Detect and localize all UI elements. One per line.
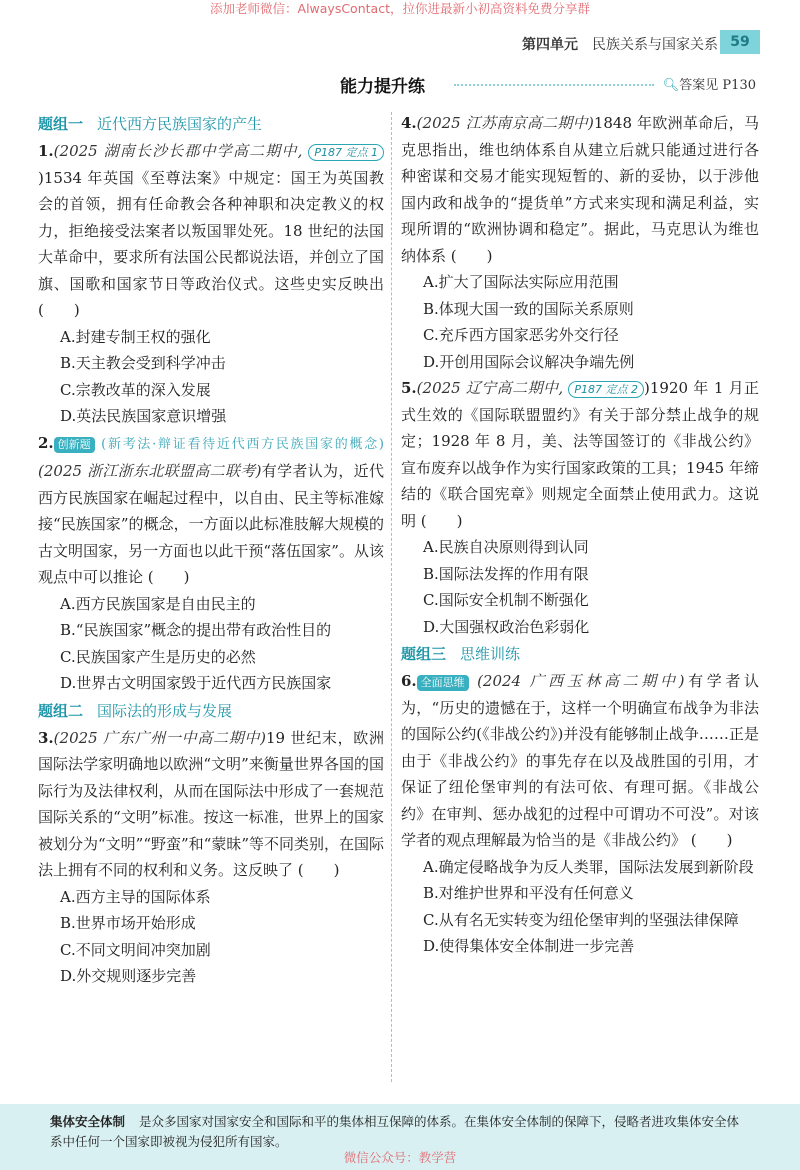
question-source: (2025 浙江浙东北联盟高二联考) xyxy=(38,462,262,480)
group-name: 近代西方民族国家的产生 xyxy=(97,115,263,133)
header-unit-topic xyxy=(522,34,718,54)
page-header xyxy=(0,30,800,56)
title-dotted-rule xyxy=(454,84,654,86)
reference-tag: P187 定点 1 xyxy=(308,144,384,161)
answer-blank[interactable]: ( ) xyxy=(147,568,190,586)
option-c[interactable]: C.国际安全机制不断强化 xyxy=(423,591,589,609)
innovation-tag: 创新题 xyxy=(54,437,95,453)
option-b[interactable]: B.“民族国家”概念的提出带有政治性目的 xyxy=(60,621,332,639)
question-text: 有学者认为，近代西方民族国家在崛起过程中，以自由、民主等标准嫁接“民族国家”的概念，一方面以此标准肢解大规模的古文明国家，另一方面也以此干预“落伍国家”。从该观点中可以推论 xyxy=(38,462,384,586)
answer-blank[interactable]: ( ) xyxy=(297,861,340,879)
footer-definition xyxy=(50,1112,750,1152)
question-number: 5. xyxy=(401,379,417,397)
question-text: 1848 年欧洲革命后，马克思指出，维也纳体系自从建立后就只能通过进行各种密谋和交易才能实现短暂的、新的妥协，以于涉他国内政和战争的“提货单”方式来实现和满足利益，实现所谓的“欧洲协调和稳定”。据此，马克思认为维也纳体系 xyxy=(401,114,759,265)
question-stem xyxy=(38,430,384,591)
right-column xyxy=(401,110,759,960)
question-source: (2025 江苏南京高二期中) xyxy=(416,114,594,132)
group-label: 题组三 xyxy=(401,645,447,663)
option-a[interactable]: A.西方民族国家是自由民主的 xyxy=(60,594,256,613)
option-a[interactable]: A.确定侵略战争为反人类罪，国际法发展到新阶段 xyxy=(423,857,754,876)
footer-term: 集体安全体制 xyxy=(50,1114,126,1129)
question-5 xyxy=(401,375,759,640)
option-c[interactable]: C.充斥西方国家恶劣外交行径 xyxy=(423,326,619,344)
question-number: 4. xyxy=(401,114,417,132)
answer-blank[interactable]: ( ) xyxy=(38,301,80,319)
option-d[interactable]: D.世界古文明国家毁于近代西方民族国家 xyxy=(60,674,332,692)
question-source: (2025 广东广州一中高二期中) xyxy=(53,728,266,747)
question-stem xyxy=(38,725,384,884)
promo-note: 添加老师微信：AlwaysContact，拉你进最新小初高资料免费分享群 xyxy=(210,1,590,16)
option-b[interactable]: B.对维护世界和平没有任何意义 xyxy=(423,884,634,902)
question-number: 1. xyxy=(38,142,54,160)
option-a[interactable]: A.西方主导的国际体系 xyxy=(60,887,211,906)
thinking-tag: 全面思维 xyxy=(417,675,469,691)
section-titlebar xyxy=(0,72,800,96)
question-4 xyxy=(401,110,759,375)
question-stem xyxy=(401,375,759,534)
answer-blank[interactable]: ( ) xyxy=(450,246,493,265)
question-text: 有学者认为，“历史的遗憾在于，这样一个明确宣布战争为非法的国际公约(《非战公约》)并没有能够制止战争……正是由于《非战公约》的事先存在以及战胜国的引用，才保证了纽伦堡审判的有法可依、有理可据。《非战公约》在审判、惩办战犯的过程中可谓功不可没”。对该学者的观点理解最为恰当的是《非战公约》 xyxy=(401,672,759,849)
wechat-account: 微信公众号：教学营 xyxy=(343,1150,457,1165)
option-a[interactable]: A.扩大了国际法实际应用范围 xyxy=(423,273,619,291)
question-stem xyxy=(38,138,384,324)
question-6 xyxy=(401,668,759,960)
question-text: 19 世纪末，欧洲国际法学家明确地以欧洲“文明”来衡量世界各国的国际行为及法律权利，从而在国际法中形成了一套规范国际关系的“文明”标准。按这一标准，世界上的国家被划分为“文明”“野蛮”和“蒙昧”等不同类别，在国际法上拥有不同的权利和义务。这反映了 xyxy=(38,728,385,879)
option-c[interactable]: C.民族国家产生是历史的必然 xyxy=(60,647,256,666)
option-b[interactable]: B.体现大国一致的国际关系原则 xyxy=(423,299,634,318)
group-label: 题组一 xyxy=(38,115,84,133)
option-d[interactable]: D.开创用国际会议解决争端先例 xyxy=(423,352,635,371)
question-3 xyxy=(38,725,384,990)
question-text: )1920 年 1 月正式生效的《国际联盟盟约》有关于部分禁止战争的规定；1928 年 8 月，美、法等国签订的《非战公约》宣布废弃以战争作为实行国家政策的工具；1945 年缔结的《联合国宪章》则规定全面禁止使用武力。这说明 xyxy=(401,379,759,530)
option-d[interactable]: D.外交规则逐步完善 xyxy=(60,967,197,985)
question-stem xyxy=(401,668,759,854)
column-divider xyxy=(391,112,392,1082)
header-topic: 民族关系与国家关系 xyxy=(592,37,718,53)
option-d[interactable]: D.使得集体安全体制进一步完善 xyxy=(423,937,635,955)
option-c[interactable]: C.宗教改革的深入发展 xyxy=(60,380,211,399)
group-heading-3 xyxy=(401,640,759,668)
group-heading-1 xyxy=(38,110,384,138)
question-source: (2025 辽宁高二期中, xyxy=(416,379,564,397)
option-a[interactable]: A.民族自决原则得到认同 xyxy=(423,538,589,556)
answer-ref-text: 答案见 P130 xyxy=(679,78,756,93)
exam-method-note: (新考法·辩证看待近代西方民族国家的概念) xyxy=(101,436,384,452)
question-number: 6. xyxy=(401,672,417,690)
option-b[interactable]: B.国际法发挥的作用有限 xyxy=(423,564,589,583)
footer-note xyxy=(0,1104,800,1170)
group-label: 题组二 xyxy=(38,701,84,720)
header-unit: 第四单元 xyxy=(522,37,578,53)
answer-blank[interactable]: ( ) xyxy=(690,831,733,849)
question-number: 2. xyxy=(38,433,54,452)
section-title: 能力提升练 xyxy=(340,77,425,97)
group-heading-2 xyxy=(38,697,384,725)
question-number: 3. xyxy=(38,728,54,747)
magnifier-icon: 🔍︎ xyxy=(662,78,680,93)
question-source: (2025 湖南长沙长郡中学高二期中, xyxy=(53,142,303,160)
option-b[interactable]: B.天主教会受到科学冲击 xyxy=(60,354,226,372)
option-a[interactable]: A.封建专制王权的强化 xyxy=(60,327,211,346)
question-stem xyxy=(401,110,759,269)
option-d[interactable]: D.英法民族国家意识增强 xyxy=(60,407,227,425)
question-text: )1534 年英国《至尊法案》中规定：国王为英国教会的首领，拥有任命教会各种神职和决定教义的权力，拒绝接受法案者以叛国罪处死。18 世纪的法国大革命中，要求所有法国公民都说法语，并创立了国旗、国歌和国家节日等政治仪式。这些史实反映出 xyxy=(38,168,384,293)
group-name: 思维训练 xyxy=(460,645,521,663)
left-column xyxy=(38,110,384,990)
option-d[interactable]: D.大国强权政治色彩弱化 xyxy=(423,617,590,636)
question-1 xyxy=(38,138,384,430)
question-2 xyxy=(38,430,384,697)
reference-tag: P187 定点 2 xyxy=(568,381,644,398)
option-c[interactable]: C.从有名无实转变为纽伦堡审判的坚强法律保障 xyxy=(423,910,739,929)
page-number: 59 xyxy=(720,30,760,54)
group-name: 国际法的形成与发展 xyxy=(97,701,233,720)
answer-reference xyxy=(663,74,756,93)
answer-blank[interactable]: ( ) xyxy=(420,511,463,530)
option-c[interactable]: C.不同文明间冲突加剧 xyxy=(60,940,211,959)
option-b[interactable]: B.世界市场开始形成 xyxy=(60,914,196,932)
question-source: (2024 广西玉林高二期中) xyxy=(477,672,685,690)
footer-text: 是众多国家对国家安全和国际和平的集体相互保障的体系。在集体安全体制的保障下，侵略者进攻集体安全体系中任何一个国家即被视为侵犯所有国家。 xyxy=(50,1114,740,1149)
